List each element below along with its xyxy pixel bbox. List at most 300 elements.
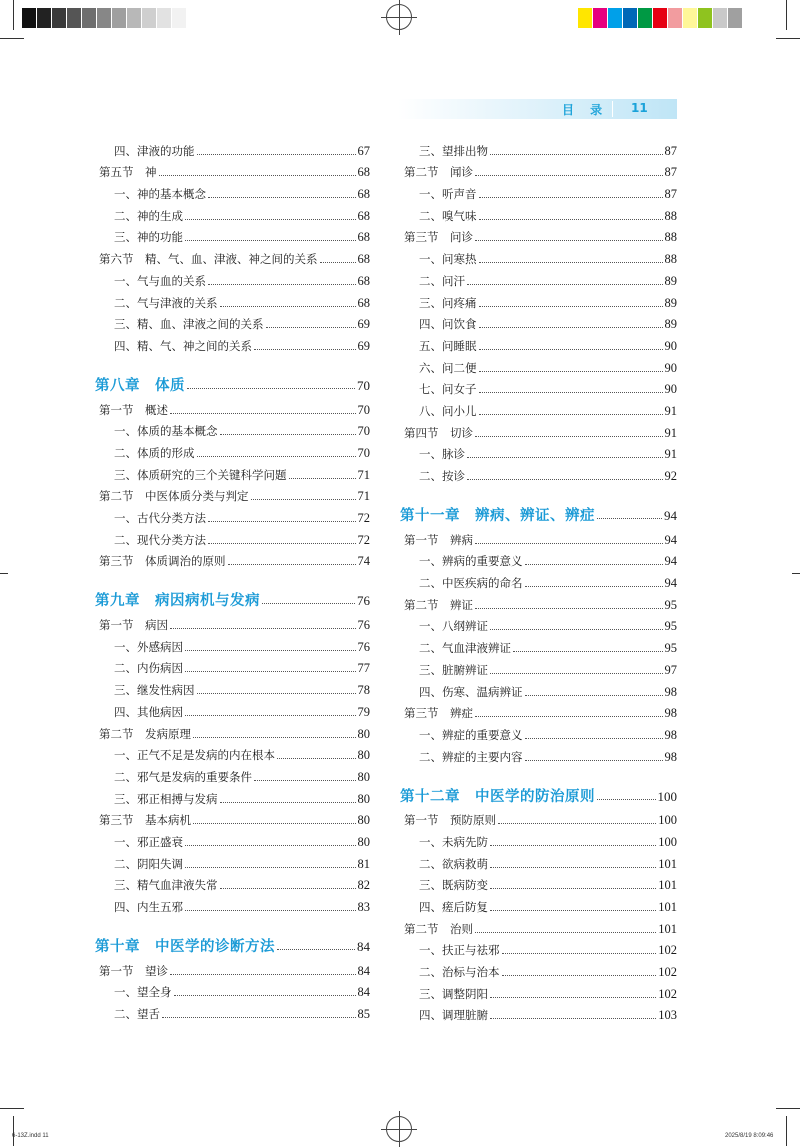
dot-leader: [479, 306, 663, 307]
header-separator: [612, 101, 613, 117]
dot-leader: [502, 975, 657, 976]
toc-item-entry[interactable]: [400, 353, 677, 375]
toc-item-entry[interactable]: [400, 461, 677, 483]
color-swatch: [713, 8, 728, 28]
crop-mark: [776, 1108, 800, 1109]
registration-mark-top: [386, 4, 412, 30]
toc-item-entry[interactable]: [400, 179, 677, 201]
color-swatch: [668, 8, 683, 28]
toc-entry-title: 一、脉诊: [419, 447, 465, 462]
dot-leader: [475, 436, 663, 437]
toc-entry-title: 第九章 病因病机与发病: [95, 593, 260, 610]
dot-leader: [208, 543, 356, 544]
dot-leader: [467, 457, 663, 458]
dot-leader: [197, 693, 356, 694]
dot-leader: [467, 284, 663, 285]
toc-item-entry[interactable]: [95, 762, 370, 784]
toc-item-entry[interactable]: [95, 310, 370, 332]
dot-leader: [490, 867, 656, 868]
toc-entry-page: 68: [357, 230, 370, 245]
toc-entry-title: 一、八纲辨证: [419, 619, 488, 634]
dot-leader: [525, 586, 663, 587]
toc-entry-page: 101: [658, 878, 677, 893]
toc-entry-page: 88: [664, 230, 677, 245]
toc-entry-page: 98: [664, 684, 677, 699]
color-swatch: [37, 8, 52, 28]
toc-item-entry[interactable]: [95, 179, 370, 201]
dot-leader: [490, 629, 663, 630]
dot-leader: [185, 867, 356, 868]
toc-entry-title: 二、欲病救萌: [419, 856, 488, 871]
toc-entry-title: 一、古代分类方法: [114, 511, 206, 525]
toc-item-entry[interactable]: [400, 396, 677, 418]
toc-entry-title: 二、中医疾病的命名: [419, 576, 523, 591]
dot-leader: [185, 671, 356, 672]
color-swatch: [608, 8, 623, 28]
color-swatch: [112, 8, 127, 28]
toc-entry-page: 87: [664, 187, 677, 202]
toc-entry-title: 二、神的生成: [114, 208, 183, 223]
toc-entry-title: 第一节 病因: [99, 618, 168, 633]
dot-leader: [170, 413, 356, 414]
toc-entry-page: 100: [658, 834, 677, 849]
toc-entry-page: 94: [664, 508, 677, 523]
toc-entry-title: 第一节 望诊: [99, 963, 168, 978]
toc-entry-title: 第十一章 辨病、辨证、辨症: [400, 508, 595, 524]
toc-entry-title: 四、调理脏腑: [419, 1008, 488, 1023]
dot-leader: [498, 823, 656, 824]
toc-entry-title: 一、气与血的关系: [114, 273, 206, 288]
toc-entry-page: 98: [664, 706, 677, 721]
toc-section-entry[interactable]: [400, 806, 677, 828]
toc-entry-title: 二、阴阳失调: [114, 856, 183, 871]
toc-chapter-entry[interactable]: [400, 493, 677, 523]
toc-chapter-entry[interactable]: [95, 578, 370, 608]
toc-item-entry[interactable]: [95, 892, 370, 914]
toc-entry-page: 87: [664, 143, 677, 158]
toc-item-entry[interactable]: [95, 417, 370, 439]
dot-leader: [467, 479, 663, 480]
toc-entry-title: 一、望全身: [114, 985, 172, 1000]
toc-entry-page: 83: [357, 900, 370, 914]
grayscale-color-bar: [22, 8, 187, 28]
toc-entry-title: 第十二章 中医学的防治原则: [400, 788, 595, 805]
toc-entry-page: 84: [357, 939, 370, 954]
dot-leader: [475, 543, 663, 544]
toc-chapter-entry[interactable]: [95, 924, 370, 954]
toc-item-entry[interactable]: [95, 223, 370, 245]
toc-item-entry[interactable]: [400, 266, 677, 288]
dot-leader: [262, 603, 355, 604]
crop-mark: [776, 38, 800, 39]
toc-section-entry[interactable]: [400, 418, 677, 440]
toc-item-entry[interactable]: [95, 827, 370, 849]
dot-leader: [479, 219, 663, 220]
toc-chapter-entry[interactable]: [400, 774, 677, 804]
toc-item-entry[interactable]: [95, 697, 370, 719]
toc-item-entry[interactable]: [400, 827, 677, 849]
running-header-title: 目 录: [562, 103, 609, 117]
dot-leader: [479, 392, 663, 393]
toc-section-entry[interactable]: [95, 719, 370, 741]
toc-entry-page: 87: [664, 165, 677, 180]
toc-entry-page: 91: [664, 403, 677, 418]
color-swatch: [593, 8, 608, 28]
toc-entry-page: 88: [664, 252, 677, 267]
slug-file-name: 6-13Z.indd 11: [12, 1133, 49, 1139]
toc-item-entry[interactable]: [95, 503, 370, 525]
color-swatch: [97, 8, 112, 28]
toc-entry-title: 第一节 预防原则: [404, 813, 496, 828]
dot-leader: [289, 478, 356, 479]
dot-leader: [479, 414, 663, 415]
toc-entry-page: 78: [357, 683, 370, 698]
toc-entry-page: 82: [357, 878, 370, 893]
crop-mark: [786, 1116, 787, 1146]
dot-leader: [220, 306, 356, 307]
toc-item-entry[interactable]: [400, 1001, 677, 1023]
toc-entry-page: 84: [357, 985, 370, 1000]
color-swatch: [172, 8, 187, 28]
toc-item-entry[interactable]: [95, 654, 370, 676]
toc-entry-page: 80: [357, 791, 370, 806]
toc-item-entry[interactable]: [95, 675, 370, 697]
crop-mark: [786, 0, 787, 30]
registration-mark-bottom: [386, 1116, 412, 1142]
toc-entry-title: 三、体质研究的三个关键科学问题: [114, 467, 287, 482]
dot-leader: [479, 262, 663, 263]
toc-entry-page: 89: [664, 317, 677, 332]
toc-entry-title: 第三节 基本病机: [99, 813, 191, 828]
toc-entry-page: 101: [658, 921, 677, 936]
dot-leader: [490, 1018, 656, 1019]
toc-entry-title: 三、既病防变: [419, 878, 488, 893]
toc-item-entry[interactable]: [95, 784, 370, 806]
toc-entry-page: 71: [357, 467, 370, 482]
toc-section-entry[interactable]: [95, 956, 370, 978]
dot-leader: [254, 780, 356, 781]
toc-entry-page: 72: [357, 532, 370, 547]
toc-chapter-entry[interactable]: [95, 363, 370, 393]
toc-entry-title: 四、精、气、神之间的关系: [114, 338, 252, 353]
toc-entry-title: 一、辨病的重要意义: [419, 554, 523, 569]
toc-item-entry[interactable]: [400, 957, 677, 979]
toc-entry-title: 一、体质的基本概念: [114, 424, 218, 439]
dot-leader: [185, 845, 356, 846]
toc-entry-page: 95: [664, 619, 677, 634]
toc-entry-page: 74: [357, 554, 370, 569]
toc-section-entry[interactable]: [95, 395, 370, 417]
dot-leader: [266, 327, 356, 328]
color-swatch: [52, 8, 67, 28]
toc-item-entry[interactable]: [95, 632, 370, 654]
toc-item-entry[interactable]: [400, 440, 677, 462]
toc-entry-title: 第八章 体质: [95, 377, 185, 394]
toc-entry-title: 二、内伤病因: [114, 661, 183, 676]
toc-item-entry[interactable]: [400, 655, 677, 677]
color-swatch: [157, 8, 172, 28]
toc-entry-title: 二、体质的形成: [114, 445, 195, 460]
toc-entry-title: 三、调整阴阳: [419, 986, 488, 1001]
dot-leader: [193, 823, 356, 824]
dot-leader: [208, 284, 356, 285]
toc-item-entry[interactable]: [95, 136, 370, 158]
dot-leader: [220, 802, 356, 803]
toc-entry-page: 76: [357, 593, 370, 609]
toc-item-entry[interactable]: [400, 892, 677, 914]
toc-left-column: [95, 136, 370, 1021]
toc-entry-title: 第三节 辨症: [404, 706, 473, 721]
toc-item-entry[interactable]: [95, 849, 370, 871]
toc-entry-page: 76: [357, 618, 370, 633]
toc-entry-title: 一、扶正与祛邪: [419, 943, 500, 958]
toc-entry-title: 七、问女子: [419, 382, 477, 397]
dot-leader: [490, 997, 656, 998]
toc-entry-page: 68: [357, 252, 370, 267]
dot-leader: [170, 974, 356, 975]
toc-entry-title: 第二节 辨证: [404, 597, 473, 612]
toc-entry-title: 二、气与津液的关系: [114, 295, 218, 310]
dot-leader: [174, 995, 356, 996]
toc-entry-title: 一、听声音: [419, 187, 477, 202]
color-swatch: [578, 8, 593, 28]
dot-leader: [185, 219, 356, 220]
toc-section-entry[interactable]: [400, 590, 677, 612]
dot-leader: [208, 197, 356, 198]
toc-entry-title: 三、继发性病因: [114, 683, 195, 698]
toc-item-entry[interactable]: [400, 288, 677, 310]
toc-section-entry[interactable]: [95, 806, 370, 828]
toc-item-entry[interactable]: [400, 136, 677, 158]
toc-entry-page: 92: [664, 469, 677, 483]
toc-entry-title: 一、神的基本概念: [114, 187, 206, 202]
toc-item-entry[interactable]: [95, 999, 370, 1021]
toc-entry-title: 第二节 治则: [404, 921, 473, 936]
toc-entry-title: 五、问睡眠: [419, 338, 477, 353]
toc-item-entry[interactable]: [95, 438, 370, 460]
color-swatch: [22, 8, 37, 28]
toc-section-entry[interactable]: [400, 158, 677, 180]
crop-mark: [792, 573, 800, 574]
color-swatch: [82, 8, 97, 28]
toc-entry-title: 二、现代分类方法: [114, 532, 206, 547]
toc-entry-page: 102: [658, 943, 677, 958]
toc-item-entry[interactable]: [400, 742, 677, 764]
dot-leader: [277, 758, 356, 759]
dot-leader: [170, 628, 356, 629]
toc-entry-page: 71: [357, 489, 370, 504]
toc-item-entry[interactable]: [400, 310, 677, 332]
toc-entry-title: 三、望排出物: [419, 143, 488, 158]
toc-entry-title: 第六节 精、气、血、津液、神之间的关系: [99, 252, 318, 267]
toc-item-entry[interactable]: [95, 331, 370, 353]
toc-item-entry[interactable]: [400, 677, 677, 699]
dot-leader: [193, 737, 356, 738]
dot-leader: [185, 910, 356, 911]
toc-entry-page: 80: [357, 726, 370, 741]
toc-entry-title: 三、神的功能: [114, 230, 183, 245]
toc-entry-title: 三、精气血津液失常: [114, 878, 218, 893]
color-swatch: [638, 8, 653, 28]
toc-entry-title: 二、望舌: [114, 1007, 160, 1022]
toc-item-entry[interactable]: [400, 547, 677, 569]
dot-leader: [597, 518, 662, 519]
dot-leader: [475, 716, 663, 717]
toc-item-entry[interactable]: [400, 936, 677, 958]
toc-entry-page: 101: [658, 900, 677, 914]
toc-entry-page: 102: [658, 965, 677, 980]
toc-item-entry[interactable]: [400, 612, 677, 634]
toc-section-entry[interactable]: [400, 223, 677, 245]
toc-entry-title: 六、问二便: [419, 360, 477, 375]
color-swatch: [67, 8, 82, 28]
toc-item-entry[interactable]: [400, 244, 677, 266]
toc-entry-page: 80: [357, 769, 370, 784]
toc-section-entry[interactable]: [400, 525, 677, 547]
toc-section-entry[interactable]: [400, 914, 677, 936]
toc-item-entry[interactable]: [400, 849, 677, 871]
toc-entry-page: 70: [357, 377, 370, 393]
toc-entry-title: 二、问汗: [419, 273, 465, 288]
toc-section-entry[interactable]: [400, 699, 677, 721]
dot-leader: [220, 434, 356, 435]
toc-item-entry[interactable]: [95, 525, 370, 547]
toc-entry-page: 90: [664, 382, 677, 397]
toc-item-entry[interactable]: [95, 460, 370, 482]
toc-entry-page: 72: [357, 511, 370, 525]
toc-entry-title: 二、邪气是发病的重要条件: [114, 769, 252, 784]
dot-leader: [187, 388, 355, 389]
toc-entry-title: 二、嗅气味: [419, 208, 477, 223]
crop-mark: [0, 38, 24, 39]
toc-section-entry[interactable]: [95, 482, 370, 504]
crop-mark: [13, 1116, 14, 1146]
dot-leader: [490, 673, 663, 674]
toc-entry-title: 一、未病先防: [419, 834, 488, 849]
toc-item-entry[interactable]: [95, 288, 370, 310]
dot-leader: [251, 499, 356, 500]
toc-entry-title: 四、伤寒、温病辨证: [419, 684, 523, 699]
toc-item-entry[interactable]: [400, 720, 677, 742]
toc-entry-page: 88: [664, 208, 677, 223]
toc-entry-page: 100: [658, 813, 677, 828]
color-swatch: [127, 8, 142, 28]
dot-leader: [220, 888, 356, 889]
toc-entry-title: 一、外感病因: [114, 639, 183, 654]
toc-entry-title: 四、瘥后防复: [419, 900, 488, 914]
dot-leader: [197, 456, 356, 457]
toc-entry-page: 89: [664, 295, 677, 310]
toc-entry-page: 100: [657, 788, 677, 804]
toc-entry-title: 二、按诊: [419, 469, 465, 483]
crop-mark: [0, 573, 8, 574]
dot-leader: [228, 564, 356, 565]
dot-leader: [479, 197, 663, 198]
toc-entry-page: 103: [658, 1008, 677, 1023]
toc-section-entry[interactable]: [95, 610, 370, 632]
toc-entry-page: 80: [357, 834, 370, 849]
toc-entry-title: 第三节 体质调治的原则: [99, 554, 226, 569]
color-swatch: [653, 8, 668, 28]
toc-entry-page: 90: [664, 338, 677, 353]
toc-entry-page: 68: [357, 273, 370, 288]
dot-leader: [185, 240, 356, 241]
toc-entry-title: 一、邪正盛衰: [114, 834, 183, 849]
dot-leader: [490, 154, 663, 155]
toc-item-entry[interactable]: [95, 978, 370, 1000]
dot-leader: [208, 521, 356, 522]
toc-entry-title: 四、津液的功能: [114, 143, 195, 158]
toc-section-entry[interactable]: [95, 158, 370, 180]
toc-entry-page: 94: [664, 554, 677, 569]
crop-mark: [0, 1108, 24, 1109]
toc-entry-title: 八、问小儿: [419, 403, 477, 418]
toc-item-entry[interactable]: [400, 331, 677, 353]
dot-leader: [490, 888, 656, 889]
toc-item-entry[interactable]: [400, 375, 677, 397]
dot-leader: [513, 651, 663, 652]
toc-entry-page: 70: [357, 402, 370, 417]
dot-leader: [475, 175, 663, 176]
toc-section-entry[interactable]: [95, 547, 370, 569]
dot-leader: [490, 910, 656, 911]
color-swatch: [623, 8, 638, 28]
toc-entry-page: 68: [357, 208, 370, 223]
toc-item-entry[interactable]: [400, 201, 677, 223]
dot-leader: [475, 608, 663, 609]
toc-entry-title: 二、气血津液辨证: [419, 641, 511, 656]
toc-entry-title: 四、内生五邪: [114, 900, 183, 914]
dot-leader: [525, 564, 663, 565]
toc-entry-page: 102: [658, 986, 677, 1001]
toc-entry-page: 70: [357, 424, 370, 439]
toc-section-entry[interactable]: [95, 244, 370, 266]
toc-entry-page: 81: [357, 856, 370, 871]
page-number: 11: [631, 101, 648, 115]
toc-entry-title: 第一节 概述: [99, 402, 168, 417]
toc-item-entry[interactable]: [400, 568, 677, 590]
dot-leader: [197, 154, 356, 155]
toc-entry-page: 79: [357, 704, 370, 719]
toc-item-entry[interactable]: [400, 871, 677, 893]
dot-leader: [502, 953, 657, 954]
color-swatch: [698, 8, 713, 28]
toc-item-entry[interactable]: [400, 979, 677, 1001]
color-swatch: [728, 8, 743, 28]
toc-entry-page: 67: [357, 143, 370, 158]
toc-entry-title: 第五节 神: [99, 165, 157, 180]
toc-item-entry[interactable]: [95, 871, 370, 893]
toc-item-entry[interactable]: [95, 201, 370, 223]
toc-entry-page: 97: [664, 662, 677, 677]
dot-leader: [320, 262, 356, 263]
toc-item-entry[interactable]: [400, 633, 677, 655]
toc-entry-page: 98: [664, 727, 677, 742]
toc-item-entry[interactable]: [95, 741, 370, 763]
toc-right-column: [400, 136, 677, 1022]
toc-entry-title: 二、辨症的主要内容: [419, 749, 523, 764]
toc-entry-page: 91: [664, 447, 677, 462]
toc-entry-page: 89: [664, 273, 677, 288]
color-swatch: [142, 8, 157, 28]
toc-item-entry[interactable]: [95, 266, 370, 288]
toc-entry-title: 第二节 闻诊: [404, 165, 473, 180]
toc-entry-page: 85: [357, 1007, 370, 1022]
toc-entry-page: 69: [357, 317, 370, 332]
toc-entry-title: 第一节 辨病: [404, 532, 473, 547]
toc-entry-title: 四、其他病因: [114, 704, 183, 719]
color-swatch: [683, 8, 698, 28]
